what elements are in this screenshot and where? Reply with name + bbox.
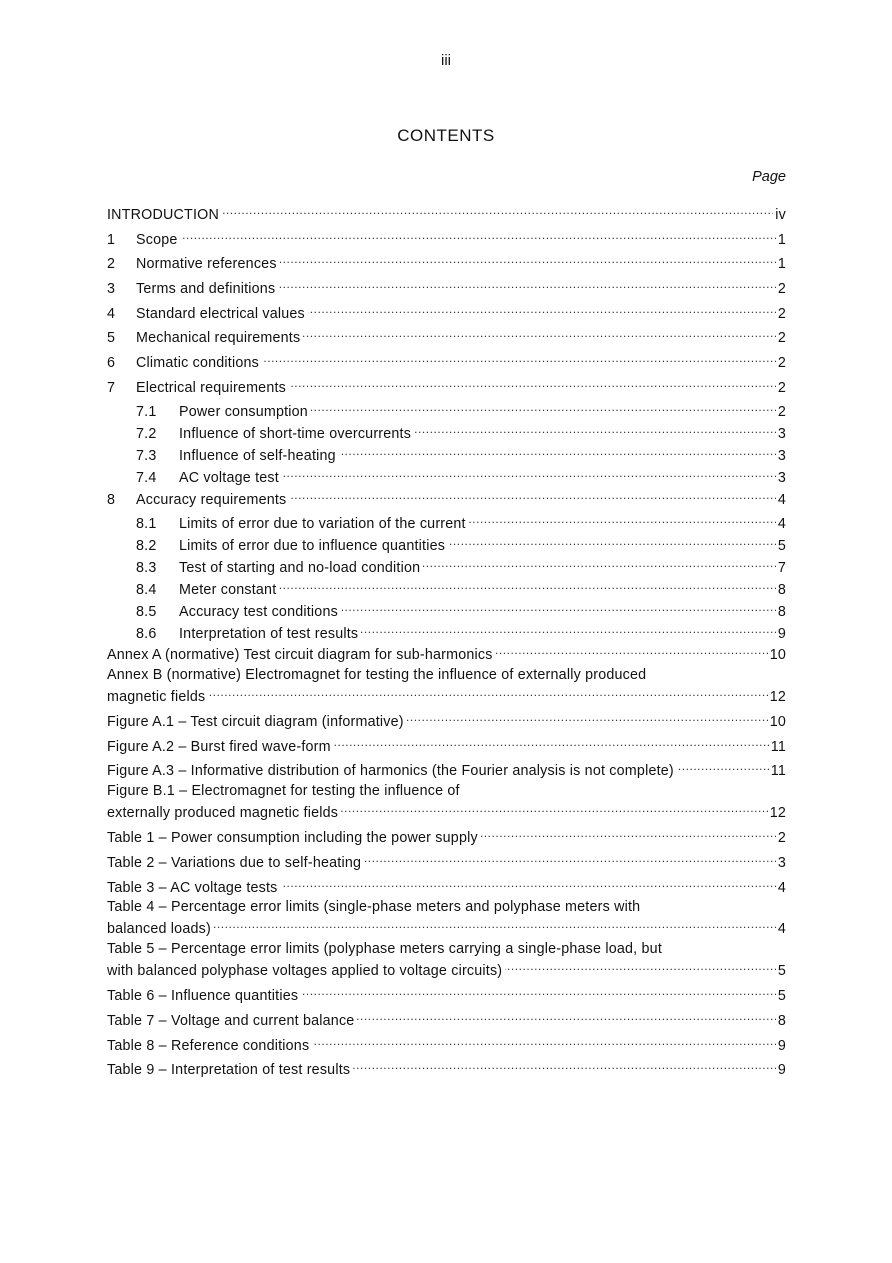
toc-entry-page: 1 [777,232,786,248]
toc-entry[interactable] [136,599,786,621]
toc-entry[interactable] [136,465,786,487]
toc-entry-line [107,350,786,372]
toc-entry[interactable] [107,1033,786,1055]
dot-leader [414,421,776,438]
toc-entry-title: with balanced polyphase voltages applied to voltage circuits) [107,963,503,979]
page-number: iii [441,52,451,69]
toc-entry[interactable] [107,850,786,872]
toc-entry[interactable] [107,783,786,822]
toc-entry[interactable] [107,667,786,706]
toc-entry[interactable] [107,350,786,372]
toc-entry-title: Power consumption [179,404,308,420]
dot-leader [448,533,776,550]
toc-entry-number: 7.1 [136,404,157,420]
toc-entry[interactable] [107,642,786,664]
page-column-label: Page [752,169,786,185]
toc-entry-line [107,875,786,897]
toc-entry-title: Table 9 – Interpretation of test results [107,1062,351,1078]
toc-entry-title: Table 1 – Power consumption including the power supply [107,830,478,846]
toc-entry[interactable] [107,487,786,509]
toc-entry-title-line1: Table 5 – Percentage error limits (polyphase meters carrying a single-phase load, but [107,941,662,957]
toc-entry-page: 8 [777,582,786,598]
toc-entry-line [107,325,786,347]
toc-entry-number: 6 [107,355,116,371]
toc-entry-page: 5 [777,988,786,1004]
dot-leader [311,399,776,416]
dot-leader [281,875,776,892]
toc-entry-page: 8 [777,1013,786,1029]
toc-entry-number: 8.2 [136,538,157,554]
toc-entry[interactable] [136,621,786,643]
toc-entry[interactable] [136,421,786,443]
toc-entry-title: Accuracy test conditions [179,604,338,620]
toc-entry-line [107,916,786,938]
toc-entry-title: Figure A.1 – Test circuit diagram (informative) [107,714,404,730]
toc-entry-line [136,577,786,599]
dot-leader [423,555,776,572]
toc-entry-page: 10 [769,647,786,663]
toc-entry-line [107,1033,786,1055]
toc-entry-number: 8.3 [136,560,157,576]
toc-entry-title: Figure A.3 – Informative distribution of harmonics (the Fourier analysis is not complete) [107,763,674,779]
toc-entry-page: 9 [777,626,786,642]
toc-entry-page: 4 [777,921,786,937]
toc-entry-line [107,276,786,298]
toc-entry-page: 5 [777,538,786,554]
toc-entry[interactable] [107,875,786,897]
dot-leader [289,487,775,504]
dot-leader [312,1033,776,1050]
dot-leader [364,850,776,867]
toc-entry[interactable] [107,709,786,731]
toc-entry-line [136,511,786,533]
toc-entry-title: Electrical requirements [136,380,287,396]
toc-entry-page: 12 [769,689,786,705]
toc-entry-page: 9 [777,1062,786,1078]
toc-entry[interactable] [107,1057,786,1079]
toc-entry-number: 7.3 [136,448,157,464]
toc-entry[interactable] [107,301,786,323]
dot-leader [303,325,776,342]
toc-entry-line [136,399,786,421]
toc-entry-line [107,642,786,664]
toc-entry-page: 1 [777,256,786,272]
toc-entry-title: Climatic conditions [136,355,259,371]
toc-entry-page: 2 [777,281,786,297]
toc-entry-line [107,251,786,273]
toc-entry-line [107,487,786,509]
toc-entry[interactable] [136,533,786,555]
toc-entry-number: 7 [107,380,116,396]
toc-entry-line [107,227,786,249]
toc-entry-line [107,958,786,980]
toc-entry-title: Figure A.2 – Burst fired wave-form [107,739,331,755]
toc-entry-page: 2 [777,380,786,396]
dot-leader [341,599,776,616]
dot-leader [677,758,769,775]
dot-leader [334,734,769,751]
toc-entry-title: Table 7 – Voltage and current balance [107,1013,355,1029]
toc-entry-number: 8.4 [136,582,157,598]
toc-entry-title: Table 3 – AC voltage tests [107,880,278,896]
dot-leader [222,202,773,219]
toc-entry-title-line1: Annex B (normative) Electromagnet for testing the influence of externally produced [107,667,647,683]
toc-entry-title: balanced loads) [107,921,211,937]
dot-leader [481,825,776,842]
toc-entry-line [107,758,786,780]
toc-entry-page: 10 [769,714,786,730]
toc-entry-line [136,555,786,577]
toc-entry-title: externally produced magnetic fields [107,805,339,821]
contents-heading: CONTENTS [397,126,495,145]
toc-entry-page: iv [775,207,786,223]
toc-entry-page: 2 [777,355,786,371]
toc-entry-title: Normative references [136,256,277,272]
toc-entry-page: 5 [777,963,786,979]
toc-entry-title: INTRODUCTION [107,207,220,223]
toc-entry[interactable] [107,758,786,780]
dot-leader [353,1057,776,1074]
dot-leader [308,301,776,318]
toc-entry-title: Test of starting and no-load condition [179,560,421,576]
toc-entry-number: 8.6 [136,626,157,642]
toc-entry-page: 11 [770,763,786,779]
dot-leader [505,958,776,975]
toc-entry-line [136,421,786,443]
toc-entry-line [107,1057,786,1079]
toc-entry-page: 7 [777,560,786,576]
toc-entry-title-line1: Figure B.1 – Electromagnet for testing the influence of [107,783,460,799]
toc-entry[interactable] [107,276,786,298]
toc-entry-number: 4 [107,306,116,322]
toc-entry[interactable] [107,375,786,397]
toc-entry-title: Influence of short-time overcurrents [179,426,412,442]
dot-leader [208,684,767,701]
dot-leader [289,375,776,392]
toc-entry-line [107,684,786,706]
toc-entry-line [136,443,786,465]
toc-entry-line [136,621,786,643]
dot-leader [214,916,776,933]
dot-leader [279,577,775,594]
toc-entry-title: Table 6 – Influence quantities [107,988,299,1004]
toc-entry-page: 12 [769,805,786,821]
toc-entry[interactable] [107,983,786,1005]
toc-entry[interactable] [136,577,786,599]
toc-entry-title: Influence of self-heating [179,448,336,464]
toc-entry-title: magnetic fields [107,689,206,705]
dot-leader [339,443,776,460]
toc-entry-page: 9 [777,1038,786,1054]
toc-entry-page: 3 [777,855,786,871]
toc-entry[interactable] [107,734,786,756]
toc-entry-line [107,1008,786,1030]
toc-entry-line [107,709,786,731]
toc-entry-number: 8.5 [136,604,157,620]
toc-entry-number: 3 [107,281,116,297]
toc-entry-number: 5 [107,330,116,346]
toc-entry[interactable] [107,227,786,249]
dot-leader [301,983,776,1000]
toc-entry-page: 3 [777,448,786,464]
toc-entry[interactable] [107,899,786,938]
toc-entry-title: Accuracy requirements [136,492,287,508]
toc-entry-title-line1: Table 4 – Percentage error limits (single-phase meters and polyphase meters with [107,899,641,915]
toc-entry-title: Scope [136,232,178,248]
toc-entry-line [107,800,786,822]
toc-entry-title: Table 2 – Variations due to self-heating [107,855,362,871]
toc-entry-line [107,825,786,847]
toc-entry[interactable] [107,941,786,980]
toc-entry-title: Limits of error due to influence quantities [179,538,446,554]
toc-entry[interactable] [107,251,786,273]
dot-leader [181,227,776,244]
toc-entry-line [136,599,786,621]
toc-entry-title: Annex A (normative) Test circuit diagram for sub-harmonics [107,647,493,663]
toc-entry-title: Table 8 – Reference conditions [107,1038,310,1054]
toc-entry[interactable] [136,555,786,577]
dot-leader [280,251,776,268]
toc-entry-number: 8.1 [136,516,157,532]
toc-entry-title: Standard electrical values [136,306,305,322]
toc-entry-page: 3 [777,470,786,486]
dot-leader [361,621,776,638]
toc-entry-page: 8 [777,604,786,620]
toc-entry-line [107,301,786,323]
toc-entry-line [136,533,786,555]
toc-entry-page: 2 [777,830,786,846]
toc-entry-title: Limits of error due to variation of the current [179,516,466,532]
dot-leader [262,350,776,367]
toc-entry-line [107,850,786,872]
toc-entry[interactable] [136,399,786,421]
toc-entry-line [107,202,786,224]
toc-entry-number: 7.2 [136,426,157,442]
toc-entry[interactable] [136,443,786,465]
toc-entry-page: 4 [777,516,786,532]
toc-entry-page: 11 [770,739,786,755]
toc-entry-line [107,375,786,397]
dot-leader [357,1008,775,1025]
toc-entry-title: Mechanical requirements [136,330,301,346]
dot-leader [282,465,776,482]
toc-entry[interactable] [136,511,786,533]
toc-entry-title: AC voltage test [179,470,279,486]
toc-entry-page: 4 [777,880,786,896]
dot-leader [469,511,776,528]
toc-entry[interactable] [107,825,786,847]
toc-entry-page: 3 [777,426,786,442]
toc-entry[interactable] [107,202,786,224]
toc-entry-page: 2 [777,404,786,420]
toc-entry-title: Interpretation of test results [179,626,359,642]
toc-entry-line [107,734,786,756]
toc-entry-number: 7.4 [136,470,157,486]
toc-entry[interactable] [107,325,786,347]
dot-leader [407,709,768,726]
toc-entry-number: 2 [107,256,116,272]
toc-entry-line [136,465,786,487]
toc-entry-number: 1 [107,232,116,248]
toc-entry-page: 4 [777,492,786,508]
toc-entry-number: 8 [107,492,116,508]
toc-entry-title: Terms and definitions [136,281,276,297]
toc-entry[interactable] [107,1008,786,1030]
dot-leader [278,276,776,293]
dot-leader [496,642,768,659]
dot-leader [341,800,768,817]
toc-entry-line [107,983,786,1005]
toc-entry-title: Meter constant [179,582,277,598]
toc-entry-page: 2 [777,306,786,322]
toc-entry-page: 2 [777,330,786,346]
